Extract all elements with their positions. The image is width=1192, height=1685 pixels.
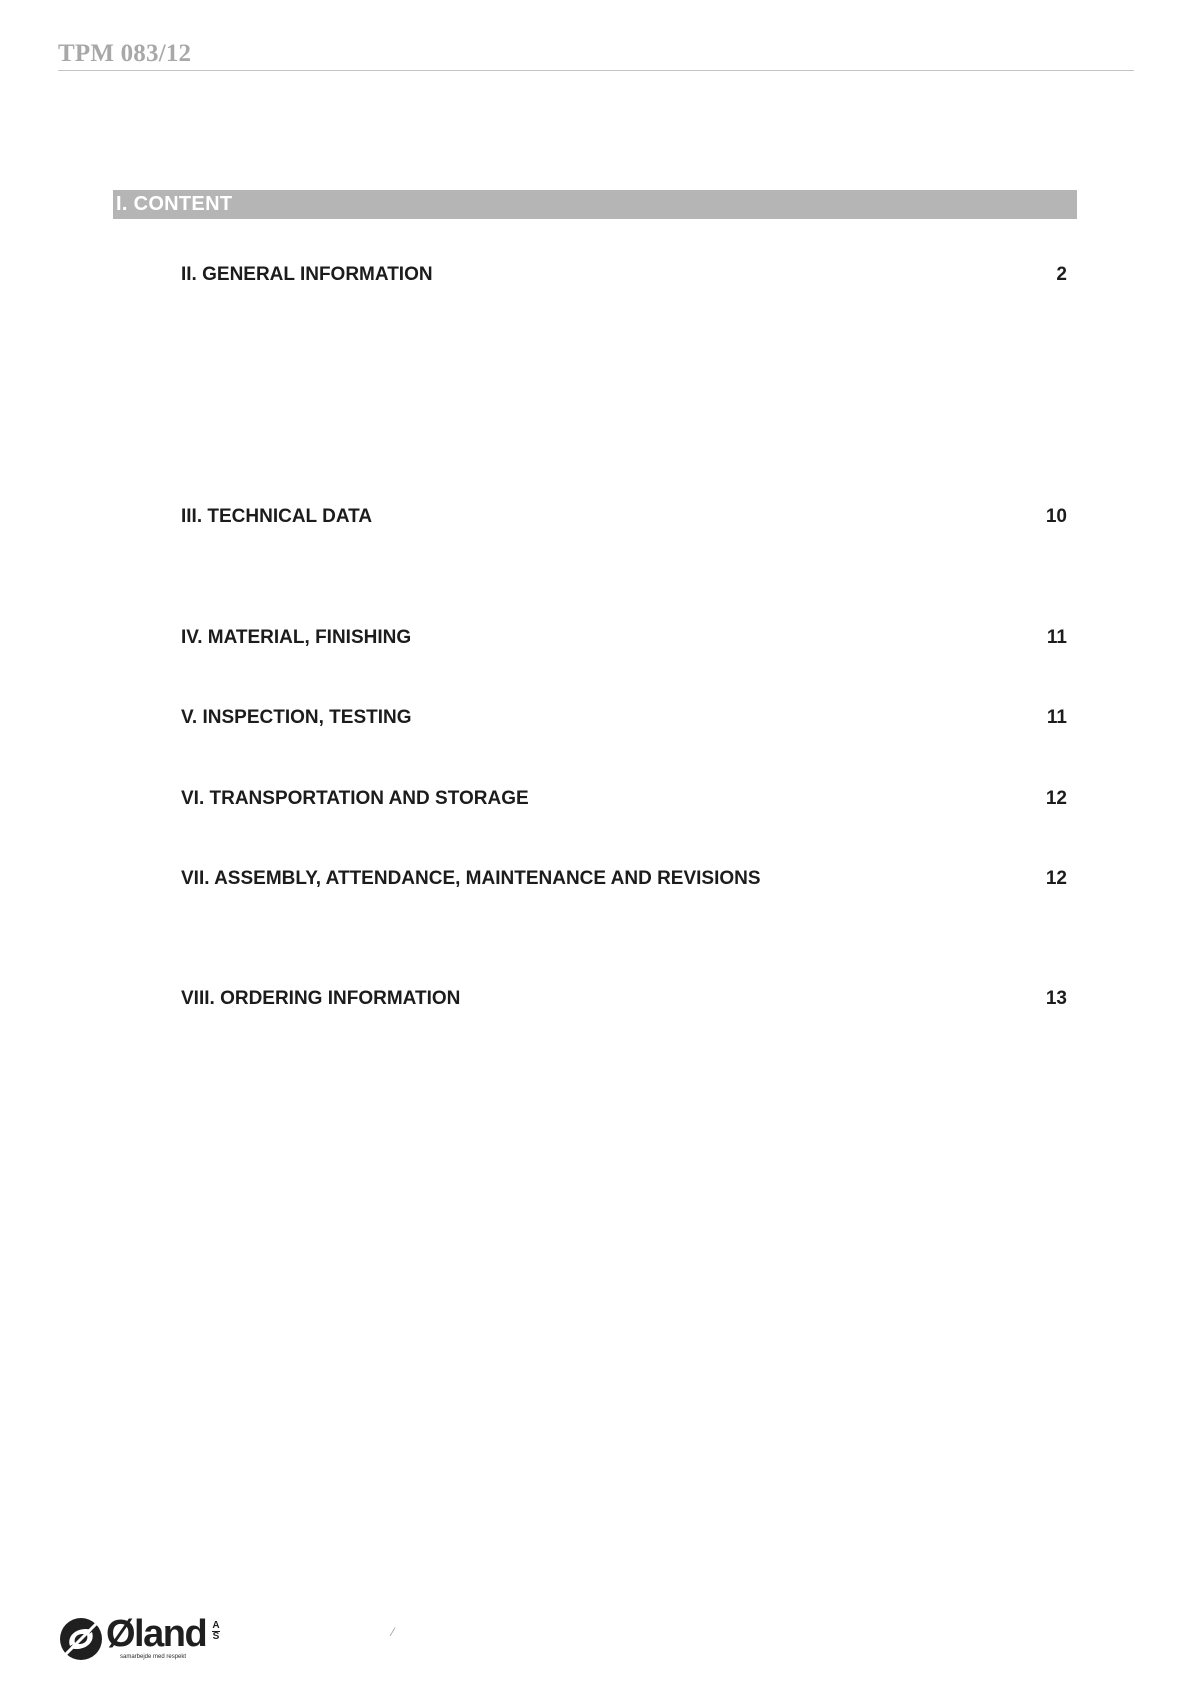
logo-suffix-top: A xyxy=(212,1620,220,1631)
footer-mark: ⁄ xyxy=(392,1625,395,1639)
section-title: I. CONTENT xyxy=(116,193,233,215)
toc-entry-label: III. TECHNICAL DATA xyxy=(181,506,373,527)
toc-entry xyxy=(181,866,1067,892)
toc-entry-label: VII. ASSEMBLY, ATTENDANCE, MAINTENANCE AND REVISIONS xyxy=(181,868,761,889)
toc-entry xyxy=(181,986,1067,1012)
toc-entry-page: 2 xyxy=(1056,264,1067,285)
toc-entry-label: VI. TRANSPORTATION AND STORAGE xyxy=(181,788,529,809)
toc-entry-label: V. INSPECTION, TESTING xyxy=(181,707,412,728)
toc-entry-page: 12 xyxy=(1045,868,1067,889)
oland-logo-icon xyxy=(58,1616,104,1662)
toc-entry xyxy=(181,625,1067,651)
logo-suffix xyxy=(211,1621,221,1642)
toc-entry-label: II. GENERAL INFORMATION xyxy=(181,264,433,285)
logo-suffix-bottom: S xyxy=(212,1631,220,1642)
toc-entry-label: VIII. ORDERING INFORMATION xyxy=(181,988,461,1009)
toc-entry-page: 10 xyxy=(1045,506,1067,527)
toc-entry xyxy=(181,705,1067,731)
section-heading-bar xyxy=(113,190,1077,219)
logo-tagline: samarbejde med respekt xyxy=(120,1654,187,1660)
company-logo xyxy=(58,1612,238,1662)
header-divider xyxy=(58,70,1134,71)
toc-entry-page: 12 xyxy=(1045,788,1067,809)
toc-entry xyxy=(181,786,1067,812)
toc-entry-page: 11 xyxy=(1046,707,1067,728)
toc-entry-page: 13 xyxy=(1045,988,1067,1009)
toc-entry xyxy=(181,262,1067,288)
document-code: TPM 083/12 xyxy=(58,40,192,67)
logo-wordmark: Øland xyxy=(106,1613,207,1655)
toc-entry xyxy=(181,504,1067,530)
toc-entry-label: IV. MATERIAL, FINISHING xyxy=(181,627,412,648)
toc-entry-page: 11 xyxy=(1046,627,1067,648)
